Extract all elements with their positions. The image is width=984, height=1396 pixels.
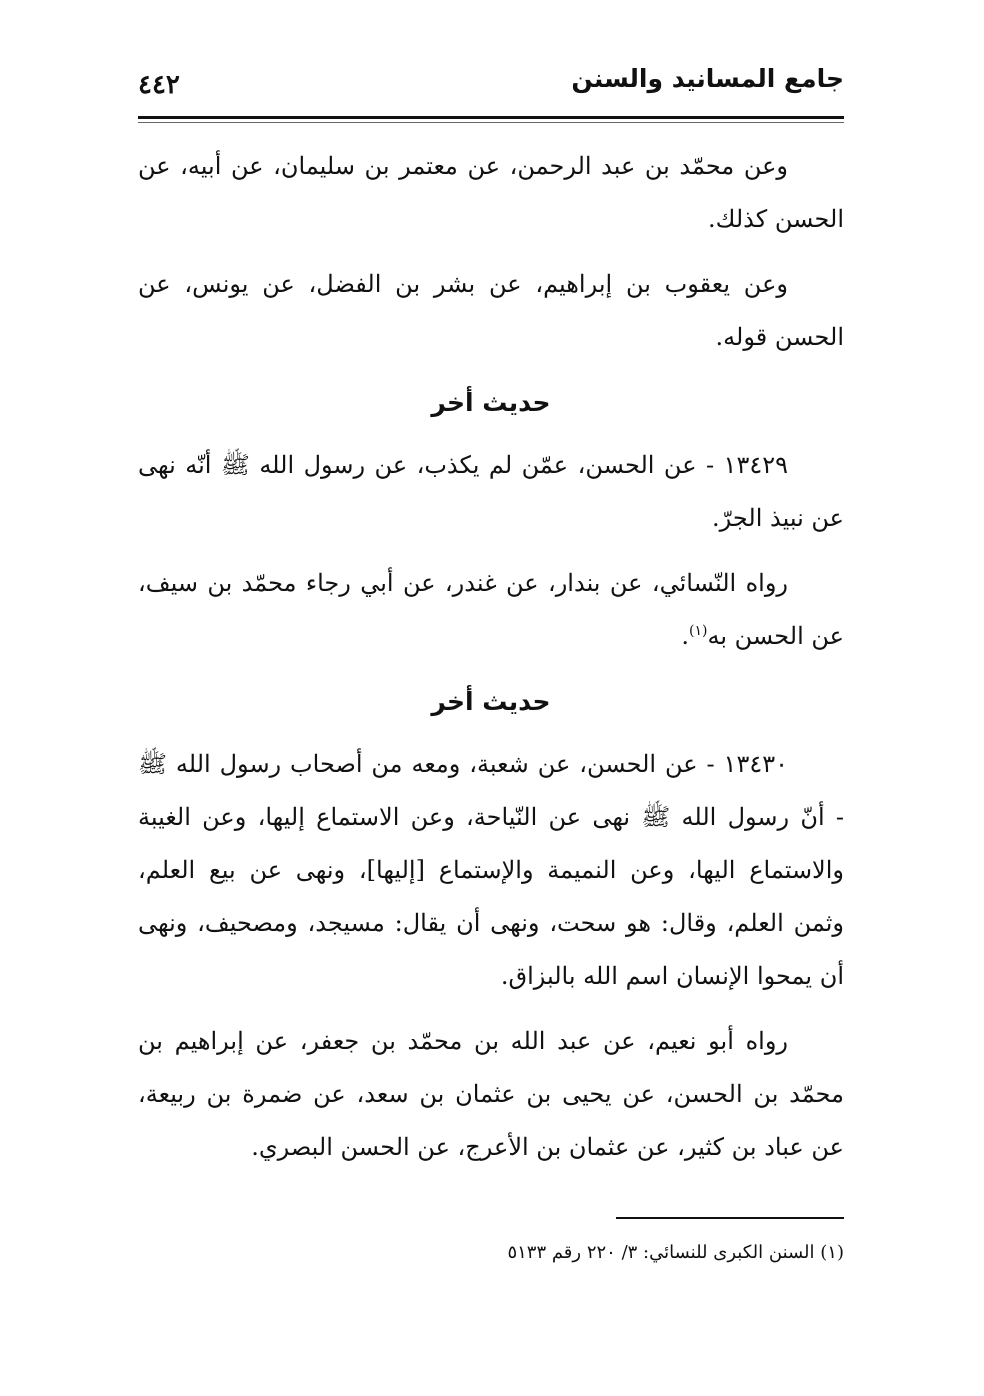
page-header bbox=[138, 58, 844, 118]
footnote-marker: (١) bbox=[688, 623, 708, 639]
page-number: ٤٤٢ bbox=[138, 70, 180, 100]
section-heading: حديث أخر bbox=[431, 687, 551, 716]
page-body bbox=[138, 140, 844, 1186]
section-heading: حديث أخر bbox=[431, 388, 551, 417]
paragraph bbox=[138, 557, 844, 663]
header-rule bbox=[138, 116, 844, 119]
paragraph: وعن يعقوب بن إبراهيم، عن بشر بن الفضل، عن يونس، عن الحسن قوله. bbox=[138, 270, 844, 351]
footnote-rule bbox=[616, 1217, 844, 1219]
paragraph: رواه أبو نعيم، عن عبد الله بن محمّد بن جعفر، عن إبراهيم بن محمّد بن الحسن، عن يحيى بن عثمان بن سعد، عن ضمرة بن ربيعة، عن عباد بن كثير، عن عثمان بن الأعرج، عن الحسن البصري. bbox=[138, 1027, 844, 1161]
paragraph-text: رواه النّسائي، عن بندار، عن غندر، عن أبي رجاء محمّد بن سيف، عن الحسن به bbox=[138, 569, 844, 650]
hadith-paragraph: ١٣٤٢٩ - عن الحسن، عمّن لم يكذب، عن رسول الله ﷺ أنّه نهى عن نبيذ الجرّ. bbox=[138, 451, 844, 532]
hadith-paragraph: ١٣٤٣٠ - عن الحسن، عن شعبة، ومعه من أصحاب رسول الله ﷺ - أنّ رسول الله ﷺ نهى عن النّياحة، وعن الاستماع إليها، وعن الغيبة والاستماع اليها، وعن النميمة والإستماع [إليها]، ونهى عن بيع العلم، وثمن العلم، وقال: هو سحت، ونهى أن يقال: مسيجد، ومصحيف، ونهى أن يمحوا الإنسان اسم الله بالبزاق. bbox=[138, 750, 844, 990]
header-rule-thin bbox=[138, 122, 844, 123]
paragraph: وعن محمّد بن عبد الرحمن، عن معتمر بن سليمان، عن أبيه، عن الحسن كذلك. bbox=[138, 152, 844, 233]
paragraph-end: . bbox=[681, 622, 689, 650]
footnote: (١) السنن الكبرى للنسائي: ٣/ ٢٢٠ رقم ٥١٣٣ bbox=[507, 1242, 844, 1263]
running-title: جامع المسانيد والسنن bbox=[571, 64, 844, 93]
